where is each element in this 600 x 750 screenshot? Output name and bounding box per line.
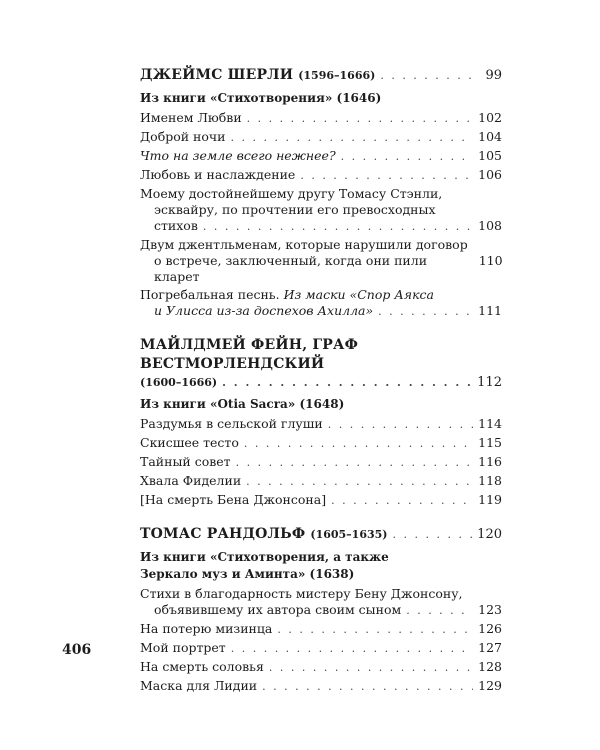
entry-title: Доброй ночи (140, 129, 226, 144)
toc-entry (140, 129, 502, 146)
toc-section-fane (140, 336, 502, 509)
author-page: 112 (477, 375, 502, 390)
book-title-line: Зеркало муз и Аминта» (1638) (140, 567, 355, 581)
entry-page: 127 (478, 640, 502, 655)
entry-page: 116 (478, 454, 502, 469)
entry-title: [На смерть Бена Джонсона] (140, 492, 327, 507)
entry-title-line (140, 287, 502, 303)
dot-leader (262, 679, 473, 695)
dot-leader (393, 525, 473, 544)
table-of-contents (140, 66, 502, 711)
entry-title: Скисшее тесто (140, 435, 239, 450)
toc-entry (140, 473, 502, 490)
book-title: Из книги «Otia Sacra» (1648) (140, 397, 345, 411)
dot-leader (231, 130, 474, 146)
toc-entry (140, 416, 502, 433)
entry-title-line: Двум джентльменам, которые нарушили договор (140, 237, 468, 252)
dot-leader (341, 149, 473, 165)
dot-leader (406, 603, 473, 619)
entry-page: 119 (478, 492, 502, 507)
toc-entry (140, 148, 502, 165)
entry-page: 111 (478, 303, 502, 318)
author-years: (1600–1666) (140, 376, 218, 389)
entry-page: 104 (478, 129, 502, 144)
entry-title: Тайный совет (140, 454, 231, 469)
toc-entry (140, 659, 502, 676)
entry-title: На смерть соловья (140, 659, 264, 674)
entry-title: На потерю мизинца (140, 621, 273, 636)
entry-title: Мой портрет (140, 640, 226, 655)
entry-title-line: Стихи в благодарность мистеру Бену Джонсону, (140, 586, 463, 601)
entry-title-line: объявившему их автора своим сыном (154, 602, 402, 617)
entry-title-normal: Погребальная песнь. (140, 287, 284, 302)
entry-title-line: Моему достойнейшему другу Томасу Стэнли, (140, 186, 443, 201)
toc-entry (140, 678, 502, 695)
entry-title-line: и Улисса из-за доспехов Ахилла» (154, 303, 374, 318)
toc-entry (140, 287, 502, 320)
author-name: ДЖЕЙМС ШЕРЛИ (140, 67, 294, 83)
entry-page: 129 (478, 678, 502, 693)
entry-title-italic: Из маски «Спор Аякса (283, 287, 434, 302)
toc-entry (140, 237, 502, 285)
entry-page: 118 (478, 473, 502, 488)
book-title-line: Из книги «Стихотворения, а также (140, 550, 389, 564)
entry-title-line: стихов (154, 218, 198, 233)
entry-title: Именем Любви (140, 110, 242, 125)
author-page: 99 (485, 68, 502, 83)
toc-entry (140, 167, 502, 184)
dot-leader (222, 374, 472, 391)
dot-leader (203, 219, 473, 235)
dot-leader (246, 474, 473, 490)
dot-leader (244, 436, 473, 452)
author-name: ТОМАС РАНДОЛЬФ (140, 526, 306, 542)
dot-leader (378, 304, 473, 320)
dot-leader (380, 66, 475, 85)
toc-entry (140, 110, 502, 127)
entry-title-line: о встрече, заключенный, когда они пили кларет (154, 253, 428, 284)
entry-title: Маска для Лидии (140, 678, 258, 693)
entry-page: 106 (478, 167, 502, 182)
dot-leader (277, 622, 473, 638)
page-number: 406 (62, 642, 92, 658)
toc-section-randolph (140, 525, 502, 695)
entry-page: 115 (478, 435, 502, 450)
author-years: (1596–1666) (298, 69, 376, 82)
entry-page: 108 (478, 218, 502, 233)
toc-entry (140, 621, 502, 638)
entry-title: Раздумья в сельской глуши (140, 416, 323, 431)
dot-leader (300, 168, 473, 184)
dot-leader (231, 641, 473, 657)
entry-title-line: эсквайру, по прочтении его превосходных (154, 202, 436, 217)
entry-page: 126 (478, 621, 502, 636)
dot-leader (328, 417, 473, 433)
toc-entry (140, 640, 502, 657)
dot-leader (236, 455, 474, 471)
dot-leader (247, 111, 473, 127)
author-name: МАЙЛДМЕЙ ФЕЙН, ГРАФ ВЕСТМОРЛЕНДСКИЙ (140, 337, 359, 372)
author-years: (1605–1635) (310, 528, 388, 541)
entry-page: 123 (478, 602, 502, 617)
toc-entry (140, 186, 502, 235)
entry-title: Что на земле всего нежнее? (140, 148, 336, 163)
author-page: 120 (477, 527, 502, 542)
book-title: Из книги «Стихотворения» (1646) (140, 91, 382, 105)
toc-entry (140, 586, 502, 619)
toc-entry (140, 492, 502, 509)
entry-page: 102 (478, 110, 502, 125)
author-heading (140, 66, 502, 85)
entry-title: Хвала Фиделии (140, 473, 242, 488)
toc-entry (140, 435, 502, 452)
dot-leader (269, 660, 473, 676)
entry-page: 110 (478, 253, 503, 268)
entry-title: Любовь и наслаждение (140, 167, 296, 182)
author-heading (140, 336, 502, 391)
toc-entry (140, 454, 502, 471)
entry-page: 105 (478, 148, 502, 163)
dot-leader (331, 493, 473, 509)
toc-section-shirley (140, 66, 502, 320)
author-heading (140, 525, 502, 544)
entry-page: 128 (478, 659, 502, 674)
entry-page: 114 (478, 416, 502, 431)
